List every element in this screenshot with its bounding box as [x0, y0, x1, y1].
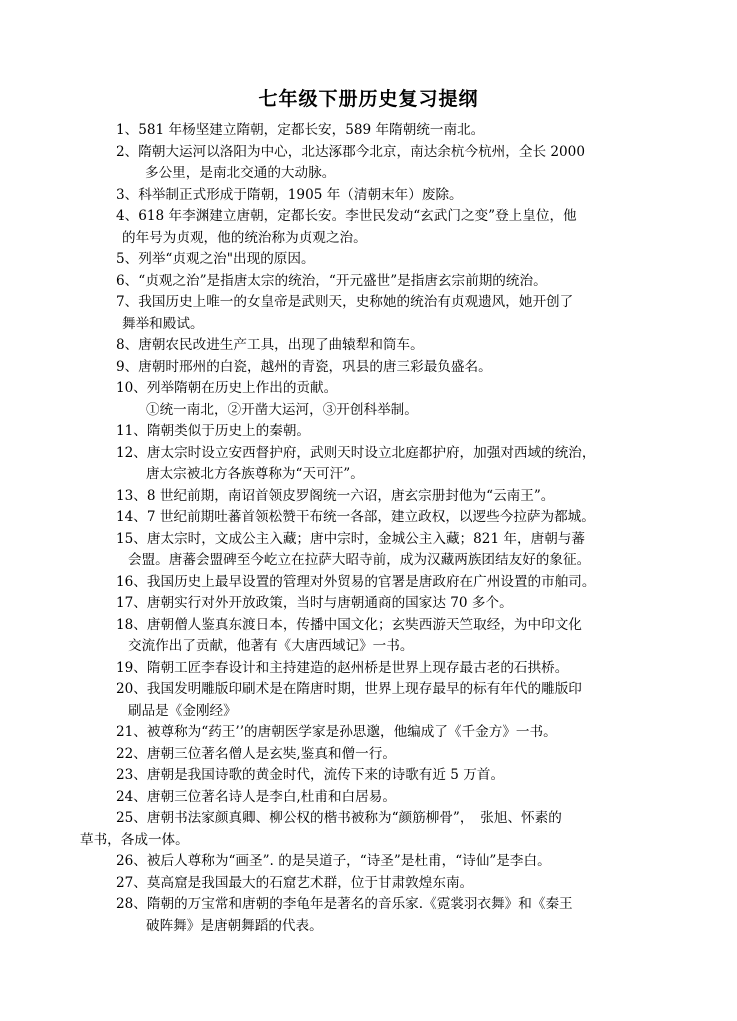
item-number: 5、	[116, 251, 139, 267]
list-item	[80, 894, 665, 937]
item-number: 8、	[116, 337, 139, 353]
item-text-continued: 多公里，是南北交通的大动脉。	[145, 165, 336, 181]
item-text: 隋朝工匠李春设计和主持建造的赵州桥是世界上现存最古老的石拱桥。	[146, 659, 569, 676]
item-number: 21、	[116, 724, 147, 740]
item-number: 11、	[116, 423, 147, 439]
item-number: 18、	[116, 616, 147, 633]
item-text: 我国历史上最早设置的管理对外贸易的官署是唐政府在广州设置的市舶司。	[146, 573, 596, 590]
item-text: 唐朝农民改进生产工具，出现了曲辕犁和筒车。	[138, 337, 424, 353]
list-item	[80, 873, 665, 895]
list-item	[80, 851, 665, 873]
item-text: 唐朝书法家颜真卿、柳公权的楷书被称为“颜筋柳骨”， 张旭、怀素的	[146, 810, 562, 826]
item-number: 27、	[116, 874, 147, 891]
item-text: 唐朝僧人鉴真东渡日本，传播中国文化；玄奘西游天竺取经，为中印文化	[146, 616, 582, 633]
list-item	[80, 120, 665, 142]
list-item	[80, 507, 665, 529]
item-text-continued: 舞举和殿试。	[122, 315, 204, 332]
list-item	[80, 142, 665, 185]
item-number: 9、	[116, 358, 139, 375]
item-text: 唐朝三位著名僧人是玄奘,鉴真和僧一行。	[146, 745, 396, 762]
item-number: 23、	[116, 767, 147, 783]
item-number: 25、	[116, 810, 147, 826]
item-number: 28、	[116, 896, 147, 912]
list-item	[80, 443, 665, 486]
list-item	[80, 744, 665, 766]
item-text: 618 年李渊建立唐朝，定都长安。李世民发动“玄武门之变”登上皇位，他	[138, 208, 577, 224]
item-text: 我国历史上唯一的女皇帝是武则天，史称她的统治有贞观遗风，她开创了	[138, 294, 574, 310]
item-text: 唐太宗时设立安西督护府，武则天时设立北庭都护府，加强对西域的统治，	[146, 444, 596, 461]
list-item	[80, 765, 665, 787]
item-text: 列举隋朝在历史上作出的贡献。	[146, 380, 338, 396]
outline-list	[80, 120, 665, 937]
list-item	[80, 357, 665, 379]
list-item	[80, 271, 665, 293]
item-text: 莫高窟是我国最大的石窟艺术群，位于甘肃敦煌东南。	[146, 874, 474, 891]
item-number: 4、	[116, 208, 139, 224]
item-number: 13、	[116, 487, 147, 504]
item-number: 16、	[116, 573, 147, 590]
list-item	[80, 249, 665, 271]
item-text: 我国发明雕版印刷术是在隋唐时期，世界上现存最早的标有年代的雕版印	[146, 681, 582, 697]
item-text-continued: 破阵舞》是唐朝舞蹈的代表。	[146, 917, 323, 934]
list-item	[80, 486, 665, 508]
list-item	[80, 378, 665, 421]
item-text-continued: 刷品是《金刚经》	[128, 702, 237, 719]
list-item	[80, 808, 665, 851]
item-number: 20、	[116, 681, 147, 697]
item-text: 8 世纪前期，南诏首领皮罗阁统一六诏，唐玄宗册封他为“云南王”。	[146, 487, 555, 504]
list-item	[80, 593, 665, 615]
item-number: 6、	[116, 272, 139, 289]
item-text: 唐朝是我国诗歌的黄金时代，流传下来的诗歌有近 5 万首。	[146, 767, 505, 783]
item-number: 26、	[116, 853, 147, 869]
item-number: 15、	[116, 530, 147, 547]
item-number: 12、	[116, 444, 147, 461]
item-text-continued: ①统一南北，②开凿大运河，③开创科举制。	[146, 401, 418, 418]
item-text: 科举制正式形成于隋朝，1905 年（清朝末年）废除。	[138, 186, 463, 203]
item-text: 隋朝的万宝常和唐朝的李龟年是著名的音乐家.《霓裳羽衣舞》和《秦王	[146, 896, 573, 912]
item-text: 隋朝大运河以洛阳为中心，北达涿郡今北京，南达余杭今杭州，全长 2000	[138, 143, 585, 160]
item-number: 3、	[116, 186, 139, 203]
item-number: 17、	[116, 595, 147, 611]
list-item	[80, 679, 665, 722]
list-item	[80, 292, 665, 335]
list-item	[80, 615, 665, 658]
list-item	[80, 787, 665, 809]
item-text: 581 年杨坚建立隋朝，定都长安，589 年隋朝统一南北。	[138, 122, 485, 138]
list-item	[80, 335, 665, 357]
document-title: 七年级下册历史复习提纲	[258, 88, 479, 110]
item-text: 唐朝实行对外开放政策，当时与唐朝通商的国家达 70 多个。	[146, 595, 513, 611]
item-text-continued: 会盟。唐蕃会盟碑至今屹立在拉萨大昭寺前，成为汉藏两族团结友好的象征。	[128, 552, 591, 568]
item-text: 7 世纪前期吐蕃首领松赞干布统一各部，建立政权，以逻些今拉萨为都城。	[146, 509, 595, 525]
item-text: 唐朝三位著名诗人是李白,杜甫和白居易。	[146, 788, 396, 805]
item-number: 22、	[116, 745, 147, 762]
item-text: 列举“贞观之治"出现的原因。	[138, 251, 315, 267]
item-number: 2、	[116, 143, 139, 160]
item-text: 唐朝时邢州的白瓷，越州的青瓷，巩县的唐三彩最负盛名。	[138, 358, 492, 375]
list-item	[80, 185, 665, 207]
item-text: 被尊称为“药王’’的唐朝医学家是孙思邈，他编成了《千金方》一书。	[146, 724, 557, 740]
list-item	[80, 421, 665, 443]
item-text-continued: 唐太宗被北方各族尊称为“天可汗”。	[146, 466, 364, 482]
item-number: 14、	[116, 509, 147, 525]
item-number: 19、	[116, 659, 147, 676]
list-item	[80, 529, 665, 572]
list-item	[80, 206, 665, 249]
item-number: 10、	[116, 380, 147, 396]
item-text-continued: 交流作出了贡献，他著有《大唐西域记》一书。	[128, 638, 414, 654]
item-text-continued: 的年号为贞观，他的统治称为贞观之治。	[122, 229, 367, 246]
item-number: 1、	[116, 122, 139, 138]
list-item	[80, 572, 665, 594]
item-text: 隋朝类似于历史上的秦朝。	[146, 423, 311, 439]
list-item	[80, 658, 665, 680]
item-text: “贞观之治”是指唐太宗的统治，“开元盛世”是指唐玄宗前期的统治。	[138, 272, 547, 289]
item-number: 24、	[116, 788, 147, 805]
item-text: 被后人尊称为“画圣”. 的是吴道子，“诗圣”是杜甫，“诗仙”是李白。	[146, 853, 551, 869]
item-number: 7、	[116, 294, 139, 310]
item-text-continued: 草书，各成一体。	[80, 831, 189, 848]
item-text: 唐太宗时，文成公主入藏；唐中宗时，金城公主入藏；821 年，唐朝与蕃	[146, 530, 585, 547]
list-item	[80, 722, 665, 744]
